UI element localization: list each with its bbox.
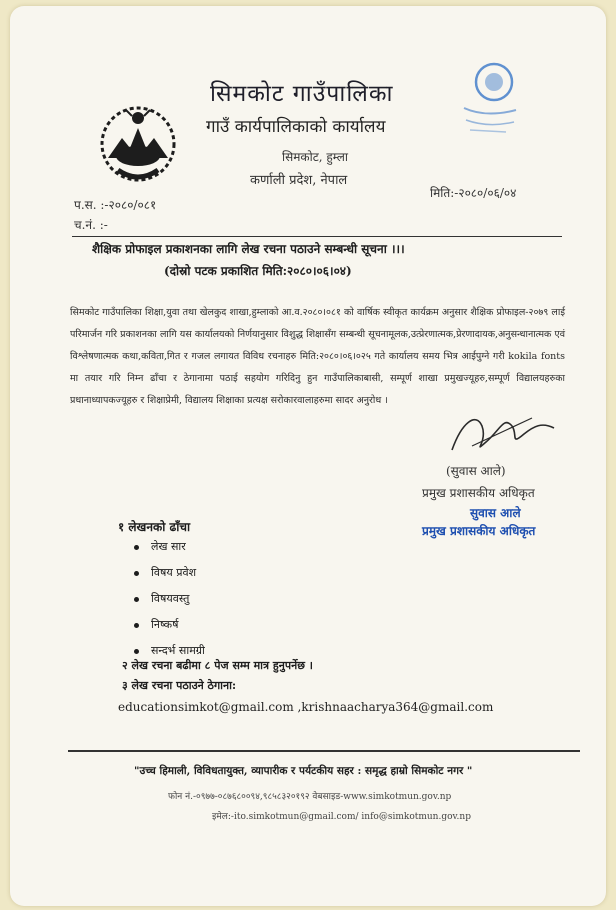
signature-icon [442, 402, 562, 462]
bullet-icon [134, 649, 139, 654]
page-limit-note: २ लेख रचना बढीमा ८ पेज सम्म मात्र हुनुपर्नेछ । [122, 659, 313, 672]
province: कर्णाली प्रदेश, नेपाल [250, 173, 348, 188]
list-item: सन्दर्भ सामग्री [134, 638, 205, 664]
seal-title: प्रमुख प्रशासकीय अधिकृत [422, 524, 536, 538]
format-list [134, 534, 205, 664]
signatory-name: (सुवास आले) [446, 464, 506, 478]
office-stamp-icon [456, 58, 526, 138]
list-item: लेख सार [134, 534, 205, 560]
footer-email: इमेल:-ito.simkotmun@gmail.com/ info@simkotmun.gov.np [212, 812, 471, 822]
office-name: गाउँ कार्यपालिकाको कार्यालय [206, 117, 386, 137]
list-item: विषय प्रवेश [134, 560, 205, 586]
seal-name: सुवास आले [470, 506, 521, 520]
bullet-icon [134, 571, 139, 576]
list-item: निष्कर्ष [134, 612, 205, 638]
notice-subtitle: (दोस्रो पटक प्रकाशित मिति:२०८०।०६।०४) [164, 264, 352, 278]
notice-body: सिमकोट गाउँपालिका शिक्षा,युवा तथा खेलकुद शाखा,हुम्लाको आ.व.२०८०।०८१ को वार्षिक स्वीकृत कार्यक्रम अनुसार शैक्षिक प्रोफाइल-२०७९ लाई परिमार्जन गरि प्रकाशनका लागि यस कार्यालयको निर्णयानुसार विशुद्ध शिक्षासँग सम्बन्धी सूचनामूलक,उत्प्रेरणात्मक,प्रेरणादायक,अनुसन्धानात्मक एवं विश्लेषणात्मक कथा,कविता,गित र गजल लगायत विविध रचनाहरु मिति:२०८०।०६।०२५ गते कार्यालय समय भित्र आईपुग्ने गरी kokila fonts मा तयार गरि निम्न ढाँचा र ठेगानामा पठाई सहयोग गरिदिनु हुन गाउँपालिकाबासी, सम्पूर्ण शाखा प्रमुखज्यूहरु,सम्पूर्ण विद्यालयहरुका प्रधानाध्यापकज्यूहरु र शिक्षाप्रेमी, विद्यालय शिक्षाका प्रत्यक्ष सरोकारवालाहरुमा सादर अनुरोध । [70, 307, 565, 406]
format-section-title: १ लेखनको ढाँचा [118, 520, 191, 534]
bullet-icon [134, 597, 139, 602]
list-item: विषयवस्तु [134, 586, 205, 612]
signatory-title: प्रमुख प्रशासकीय अधिकृत [422, 486, 535, 500]
footer-contact: फोन नं.-०९७७-०८७६८००९४,९८५८३२०१९२ वेबसाइड-www.simkotmun.gov.np [168, 792, 452, 802]
nepal-emblem-icon [92, 98, 184, 190]
notice-subject: शैक्षिक प्रोफाइल प्रकाशनका लागि लेख रचना पठाउने सम्बन्धी सूचना ।।। [92, 242, 405, 256]
office-location: सिमकोट, हुम्ला [282, 150, 348, 164]
dispatch-number: च.नं. :- [74, 218, 108, 232]
reference-number: प.स. :-२०८०/०८१ [74, 198, 157, 212]
submission-emails: educationsimkot@gmail.com ,krishnaacharya364@gmail.com [118, 700, 494, 714]
footer-slogan: "उच्च हिमाली, विविधतायुक्त, व्यापारीक र पर्यटकीय सहर : समृद्ध हाम्रो सिमकोट नगर " [134, 765, 473, 777]
address-note: ३ लेख रचना पठाउने ठेगाना: [122, 679, 237, 692]
letter-date: मिति:-२०८०/०६/०४ [430, 186, 517, 200]
org-name: सिमकोट गाउँपालिका [210, 81, 394, 107]
bullet-icon [134, 545, 139, 550]
bullet-icon [134, 623, 139, 628]
letter-page [10, 6, 606, 906]
header-divider [72, 236, 562, 237]
footer-divider [68, 750, 580, 752]
